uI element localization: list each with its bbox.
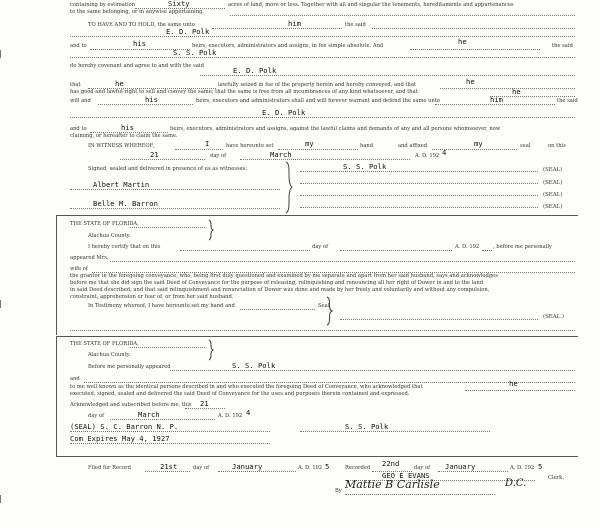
section-divider-2 — [56, 336, 578, 337]
witness-on-this: on this — [548, 143, 566, 149]
by-label: By — [335, 488, 342, 494]
grantee-pronoun-3: his — [121, 123, 134, 132]
filed-year: 5 — [325, 462, 330, 471]
grantor-ack-day: 21 — [200, 399, 209, 408]
witness-whereof: IN WITNESS WHEREOF, — [88, 143, 155, 149]
section-divider-3 — [56, 456, 578, 457]
section-divider-1 — [56, 215, 578, 216]
county-brace-2 — [207, 339, 217, 361]
will-and: will and — [70, 98, 91, 104]
recorded-day-of: day of — [414, 465, 431, 471]
wife-ack-county: Alachua County. — [88, 233, 131, 239]
grantor-signature: S. S. Polk — [343, 162, 387, 171]
grantor-pronoun-2: he — [115, 79, 124, 88]
grantor-pronoun-4: he — [512, 87, 521, 96]
wife-ack-testimony: In Testimony whereof, I have hereunto set my hand and — [88, 303, 235, 309]
recorded-label: Recorded — [345, 465, 371, 471]
notary-seal-line: (SEAL) S. C. Barron N. P. — [70, 422, 179, 431]
witness-hand: hand — [360, 143, 374, 149]
seal-1: (SEAL) — [543, 167, 563, 173]
binding-mark — [0, 300, 1, 308]
wife-ack-certify: I hereby certify that on this — [88, 244, 161, 250]
witness-my-1: my — [305, 139, 314, 148]
grantee-name-3: E. D. Polk — [262, 108, 306, 117]
witness-have-set: have hereunto set — [226, 143, 274, 149]
recorded-year: 5 — [538, 462, 543, 471]
seized-clause: lawfully seized in fee of the property herein and hereby conveyed, and that — [218, 82, 417, 88]
grantor-pronoun-5: his — [145, 95, 158, 104]
witness-affixed: and affixed — [398, 143, 428, 149]
deputy-signature: Mattie B Carlisle — [345, 478, 440, 491]
grantor-ack-appeared-name: S. S. Polk — [232, 361, 276, 370]
execution-day: 21 — [150, 150, 159, 159]
grantor-ack-month: March — [138, 410, 160, 419]
wife-ack-ad: A. D. 192 — [455, 244, 480, 250]
exec-day-of: day of — [210, 153, 227, 159]
wife-ack-state: THE STATE OF FLORIDA, — [70, 221, 139, 227]
wife-ack-body-1: the grantor in the foregoing conveyance, who, being first duly questioned and examined by me separate and apart from her said husband, says and acknowledges — [70, 273, 498, 279]
the-said-1: the said — [552, 43, 573, 49]
execution-month: March — [270, 150, 292, 159]
grantor-ack-state: THE STATE OF FLORIDA, — [70, 341, 139, 347]
grantor-pronoun-3: he — [466, 77, 475, 86]
grantor-ack-known-1: to me well known as the identical persons described in and who executed the foregoing Deed of Conveyance, who acknowledged that — [70, 384, 423, 390]
that-word: that — [70, 82, 81, 88]
witness-seal: seal — [520, 143, 531, 149]
assigns-clause: heirs, executors, administrators and assigns, against the lawful claims and demands of any and all persons whomsoever, now — [170, 126, 501, 132]
wife-ack-body-4: constraint, apprehension or fear of, or from her said husband. — [70, 294, 234, 300]
grantor-ack-signature: S. S. Polk — [345, 422, 389, 431]
grantor-ack-and: and — [70, 376, 80, 382]
grantor-name-1: S. S. Polk — [173, 48, 217, 57]
exec-ad: A. D. 192 — [415, 153, 440, 159]
wife-ack-appeared: appeared Mrs. — [70, 255, 109, 261]
grantee-name-2: E. D. Polk — [233, 66, 277, 75]
grantor-ack-county: Alachua County. — [88, 352, 131, 358]
execution-year: 4 — [442, 148, 447, 157]
filed-ad: A. D. 192 — [298, 465, 323, 471]
witness-I: I — [205, 139, 210, 148]
binding-mark — [0, 50, 1, 58]
section-left-border-2 — [56, 336, 57, 456]
wife-ack-body-2: before me that she did sign the said Deed of Conveyance for the purpose of releasing, relinquishing and renouncing all her right of Dower in and to the land — [70, 280, 484, 286]
claiming-clause: claiming, or hereafter to claim the same. — [70, 133, 178, 139]
wife-ack-seal: (SEAL.) — [543, 314, 565, 320]
and-to-1: and to — [70, 43, 87, 49]
signed-sealed-text: Signed, sealed and delivered in presence of us as witnesses: — [88, 166, 248, 172]
grantor-ack-day-of: day of — [88, 413, 105, 419]
grantee-pronoun-1: his — [133, 39, 146, 48]
recorded-day: 22nd — [382, 459, 400, 468]
witness-brace — [282, 160, 296, 215]
filed-day: 21st — [160, 462, 178, 471]
grantor-pronoun-1: he — [458, 37, 467, 46]
deed-line2: to the same belonging, or in anywise appertaining. — [70, 9, 205, 15]
filed-month: January — [232, 462, 263, 471]
filed-day-of: day of — [193, 465, 210, 471]
acres-value: Sixty — [168, 0, 190, 8]
witness-my-2: my — [474, 139, 483, 148]
grantor-ack-he: he — [509, 379, 518, 388]
wife-ack-before: , before me personally — [493, 244, 552, 250]
grantor-ack-subscribed: Acknowledged and subscribed before me, this — [70, 402, 192, 408]
seal-3: (SEAL) — [543, 192, 563, 198]
recorded-ad: A. D. 192 — [510, 465, 535, 471]
section-left-border — [56, 215, 57, 335]
grantor-ack-ad: A. D. 192 — [218, 413, 243, 419]
wife-ack-seal-word: Seal — [318, 303, 330, 309]
filed-for-record: Filed for Record — [88, 465, 131, 471]
grantor-ack-year: 4 — [246, 408, 251, 417]
good-right-clause: has good and lawful right to sell and convey the same; that the same is free from all incumbrances of any kind whatsoever, and that — [70, 89, 418, 95]
witness-2-name: Belle M. Barron — [93, 199, 158, 208]
habendum-grantee: him — [288, 19, 301, 28]
seal-2: (SEAL) — [543, 180, 563, 186]
habendum-said: the said — [345, 22, 366, 28]
wife-ack-wife-of: wife of — [70, 266, 88, 272]
deed-line1-prefix: containing by estimation — [70, 2, 136, 8]
witness-1-name: Albert Martin — [93, 180, 150, 189]
heirs-clause: heirs, executors, administrators and assigns, in fee simple absolute. And — [192, 43, 384, 49]
warrant-clause: heirs, executors and administrators shall and will forever warrant and defend the same unto — [196, 98, 440, 104]
grantee-name-1: E. D. Polk — [166, 27, 210, 36]
clerk-name: GEO E EVANS — [382, 471, 430, 480]
county-brace — [207, 219, 217, 241]
grantor-ack-before-me: Before me personally appeared — [88, 364, 171, 370]
deputy-clerk-mark: D.C. — [505, 478, 527, 489]
recorded-month: January — [445, 462, 476, 471]
clerk-label: Clerk. — [548, 475, 564, 481]
binding-mark — [0, 495, 1, 503]
deed-line1-suffix: acres of land, more or less. Together with all and singular the tenements, hereditaments and appurtenances — [228, 2, 514, 8]
grantee-pronoun-2: him — [490, 95, 503, 104]
the-said-2: the said — [557, 98, 578, 104]
covenant-clause: do hereby covenant and agree to and with the said — [70, 63, 204, 69]
and-to-2: and to — [70, 126, 87, 132]
habendum-prefix: TO HAVE AND TO HOLD, the same unto — [88, 22, 195, 28]
wife-ack-body-3: in said Deed described, and that said relinquishment and renunciation of Dower was done and made by her freely and voluntarily and without any compulsion, — [70, 287, 490, 293]
grantor-ack-known-2: executed, signed, sealed and delivered the said Deed of Conveyance for the uses and purposes therein contained and expressed. — [70, 391, 410, 397]
seal-4: (SEAL) — [543, 204, 563, 210]
wife-ack-day-of: day of — [312, 244, 329, 250]
seal-brace — [325, 296, 337, 326]
notary-commission: Com Expires May 4, 1927 — [70, 434, 170, 443]
